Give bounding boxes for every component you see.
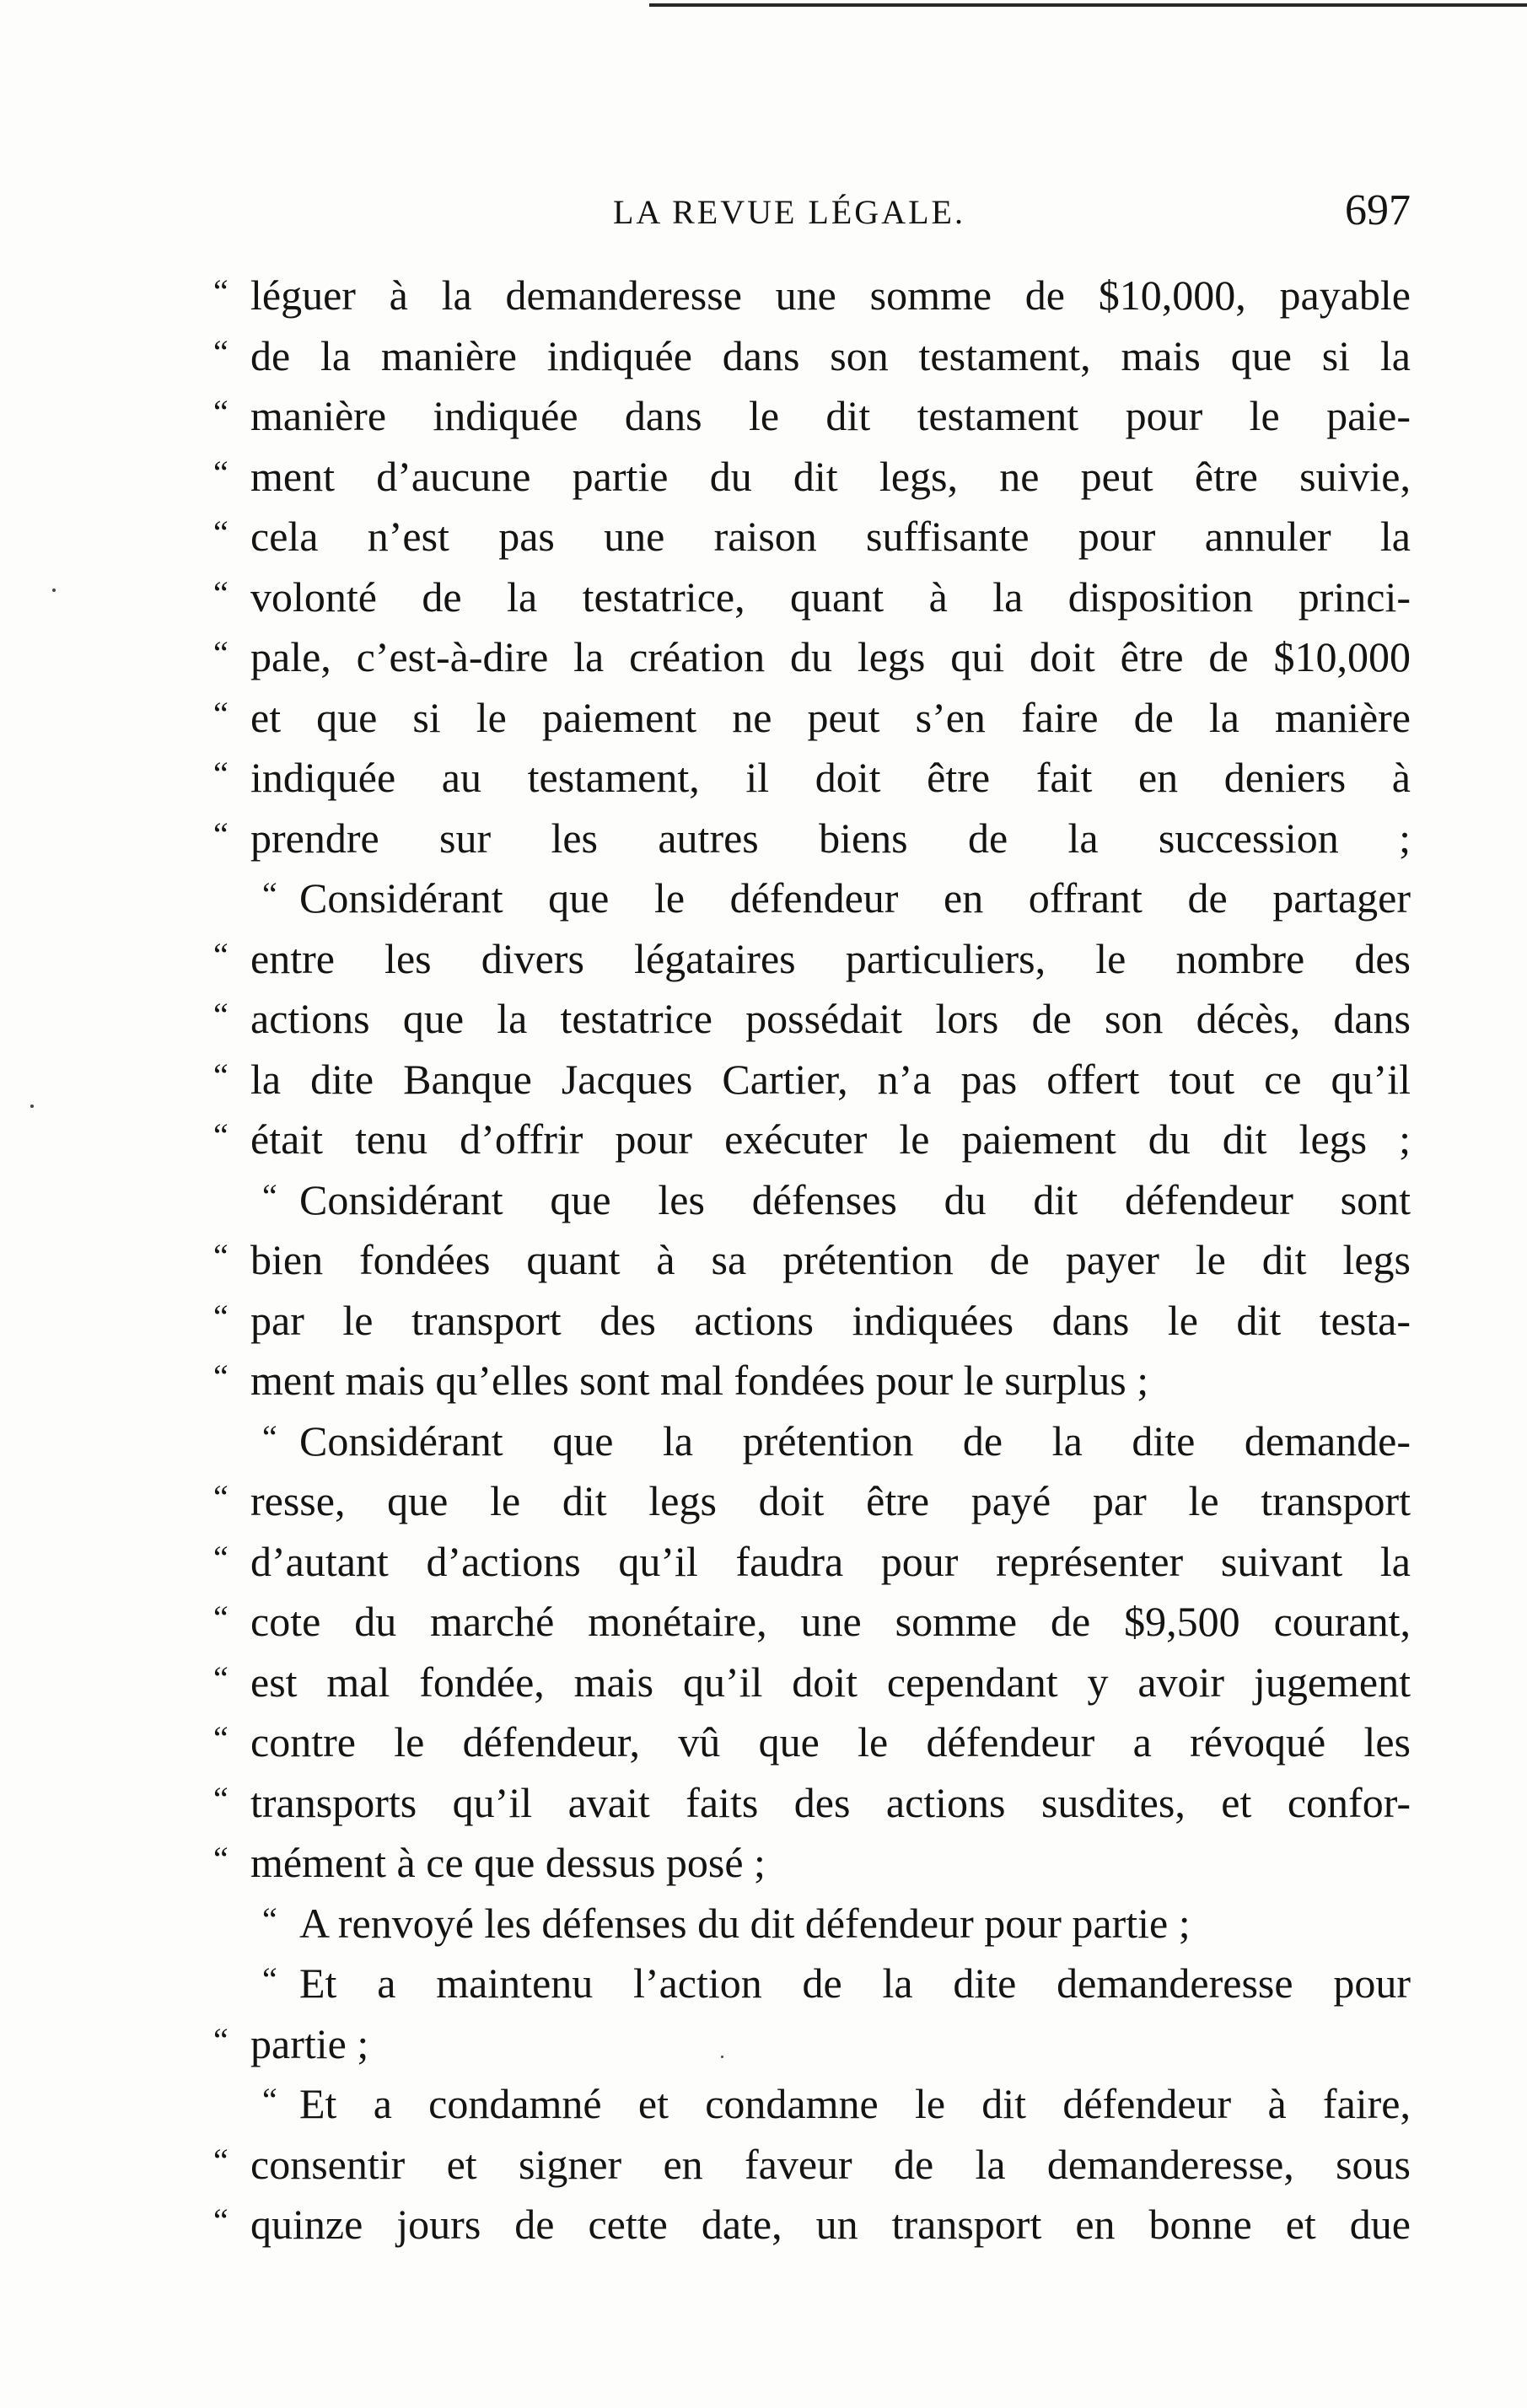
top-edge-rule bbox=[649, 3, 1527, 7]
opening-quote-mark: “ bbox=[213, 1116, 229, 1154]
opening-quote-mark: “ bbox=[213, 332, 229, 371]
opening-quote-mark: “ bbox=[213, 996, 229, 1034]
line-text: léguer à la demanderesse une somme de $10,000, payable bbox=[250, 271, 1411, 319]
line-text: et que si le paiement ne peut s’en faire de la manière bbox=[250, 693, 1411, 741]
opening-quote-mark: “ bbox=[213, 755, 229, 793]
text-line bbox=[213, 503, 1411, 563]
page-number: 697 bbox=[1345, 186, 1411, 234]
text-line bbox=[213, 1889, 1411, 1950]
line-text: prendre sur les autres biens de la succession ; bbox=[250, 814, 1411, 862]
text-line bbox=[213, 864, 1411, 925]
line-text: contre le défendeur, vû que le défendeur a révoqué les bbox=[250, 1718, 1411, 1766]
opening-quote-mark: “ bbox=[262, 1900, 277, 1938]
line-text: quinze jours de cette date, un transport en bonne et due bbox=[250, 2201, 1411, 2248]
text-line bbox=[213, 1588, 1411, 1648]
text-line bbox=[213, 1648, 1411, 1709]
line-text: Considérant que le défendeur en offrant de partager bbox=[299, 874, 1411, 922]
opening-quote-mark: “ bbox=[213, 1658, 229, 1697]
text-line bbox=[213, 2131, 1411, 2191]
line-text: mément à ce que dessus posé ; bbox=[250, 1839, 766, 1886]
text-line bbox=[213, 1045, 1411, 1106]
line-text: par le transport des actions indiquées dans le dit testa- bbox=[250, 1296, 1411, 1344]
opening-quote-mark: “ bbox=[213, 513, 229, 551]
scan-speck bbox=[721, 2056, 723, 2058]
opening-quote-mark: “ bbox=[213, 935, 229, 974]
opening-quote-mark: “ bbox=[213, 1478, 229, 1516]
line-text: cote du marché monétaire, une somme de $9,500 courant, bbox=[250, 1598, 1411, 1645]
line-text: de la manière indiquée dans son testament, mais que si la bbox=[250, 331, 1411, 379]
line-text: pale, c’est-à-dire la création du legs qui doit être de $10,000 bbox=[250, 633, 1411, 680]
opening-quote-mark: “ bbox=[213, 2201, 229, 2239]
opening-quote-mark: “ bbox=[213, 2141, 229, 2180]
line-text: manière indiquée dans le dit testament pour le paie- bbox=[250, 392, 1411, 439]
opening-quote-mark: “ bbox=[262, 1417, 277, 1456]
line-text: Considérant que la prétention de la dite demande- bbox=[299, 1416, 1411, 1465]
line-text: cela n’est pas une raison suffisante pour annuler la bbox=[250, 513, 1411, 560]
line-text: est mal fondée, mais qu’il doit cependant y avoir jugement bbox=[250, 1658, 1411, 1706]
text-line bbox=[213, 2070, 1411, 2131]
text-line bbox=[213, 1769, 1411, 1830]
body-text bbox=[213, 261, 1411, 2327]
opening-quote-mark: “ bbox=[213, 1840, 229, 1878]
text-line bbox=[213, 2190, 1411, 2251]
text-line bbox=[213, 623, 1411, 684]
opening-quote-mark: “ bbox=[213, 1237, 229, 1275]
opening-quote-mark: “ bbox=[213, 814, 229, 853]
text-line bbox=[213, 925, 1411, 986]
opening-quote-mark: “ bbox=[262, 2081, 277, 2119]
line-text: indiquée au testament, il doit être fait en deniers à bbox=[250, 754, 1411, 801]
line-text: Et a maintenu l’action de la dite demanderesse pour bbox=[299, 1959, 1411, 2007]
text-line bbox=[213, 1287, 1411, 1347]
running-head bbox=[213, 177, 1411, 245]
opening-quote-mark: “ bbox=[213, 1056, 229, 1094]
opening-quote-mark: “ bbox=[262, 875, 277, 913]
opening-quote-mark: “ bbox=[213, 1297, 229, 1336]
text-line bbox=[213, 985, 1411, 1045]
text-line bbox=[213, 1226, 1411, 1287]
text-line bbox=[213, 1708, 1411, 1769]
opening-quote-mark: “ bbox=[213, 1357, 229, 1395]
line-text: ment mais qu’elles sont mal fondées pour le surplus ; bbox=[250, 1357, 1149, 1404]
line-text: bien fondées quant à sa prétention de payer le dit legs bbox=[250, 1236, 1411, 1283]
text-line bbox=[213, 1467, 1411, 1528]
text-line bbox=[213, 1829, 1411, 1889]
line-text: volonté de la testatrice, quant à la disposition princi- bbox=[250, 572, 1411, 621]
line-text: la dite Banque Jacques Cartier, n’a pas offert tout ce qu’il bbox=[250, 1055, 1411, 1103]
line-text: était tenu d’offrir pour exécuter le paiement du dit legs ; bbox=[250, 1115, 1411, 1163]
opening-quote-mark: “ bbox=[213, 393, 229, 431]
opening-quote-mark: “ bbox=[213, 272, 229, 310]
line-text: transports qu’il avait faits des actions susdites, et confor- bbox=[250, 1778, 1411, 1826]
text-line bbox=[213, 563, 1411, 624]
text-line bbox=[213, 1949, 1411, 2010]
opening-quote-mark: “ bbox=[213, 1599, 229, 1637]
text-line bbox=[213, 2010, 1411, 2071]
line-text: actions que la testatrice possédait lors de son décès, dans bbox=[250, 995, 1411, 1042]
opening-quote-mark: “ bbox=[213, 2020, 229, 2059]
scan-speck bbox=[30, 1105, 34, 1108]
text-line bbox=[213, 1346, 1411, 1407]
text-line bbox=[213, 261, 1411, 322]
text-line bbox=[213, 1407, 1411, 1468]
opening-quote-mark: “ bbox=[213, 1719, 229, 1757]
opening-quote-mark: “ bbox=[213, 634, 229, 672]
text-line bbox=[213, 1166, 1411, 1227]
opening-quote-mark: “ bbox=[262, 1176, 277, 1215]
text-line bbox=[213, 322, 1411, 383]
opening-quote-mark: “ bbox=[213, 694, 229, 733]
line-text: consentir et signer en faveur de la demanderesse, sous bbox=[250, 2140, 1411, 2188]
opening-quote-mark: “ bbox=[213, 1779, 229, 1818]
text-line bbox=[213, 443, 1411, 503]
opening-quote-mark: “ bbox=[213, 453, 229, 492]
opening-quote-mark: “ bbox=[213, 1538, 229, 1577]
line-text: ment d’aucune partie du dit legs, ne peut être suivie, bbox=[250, 452, 1411, 500]
text-line bbox=[213, 382, 1411, 443]
text-line bbox=[213, 1105, 1411, 1166]
text-line bbox=[213, 804, 1411, 865]
scan-speck bbox=[52, 589, 56, 592]
line-text: partie ; bbox=[250, 2019, 369, 2067]
line-text: entre les divers légataires particuliers, le nombre des bbox=[250, 934, 1411, 982]
line-text: resse, que le dit legs doit être payé par le transport bbox=[250, 1477, 1411, 1524]
line-text: Considérant que les défenses du dit défendeur sont bbox=[299, 1175, 1411, 1223]
text-line bbox=[213, 1528, 1411, 1588]
line-text: Et a condamné et condamne le dit défendeur à faire, bbox=[299, 2080, 1411, 2127]
opening-quote-mark: “ bbox=[262, 1960, 277, 1998]
opening-quote-mark: “ bbox=[213, 573, 229, 612]
running-title: LA REVUE LÉGALE. bbox=[613, 193, 965, 231]
text-line bbox=[213, 684, 1411, 744]
line-text: A renvoyé les défenses du dit défendeur pour partie ; bbox=[299, 1899, 1191, 1947]
line-text: d’autant d’actions qu’il faudra pour représenter suivant la bbox=[250, 1537, 1411, 1585]
text-line bbox=[213, 744, 1411, 804]
